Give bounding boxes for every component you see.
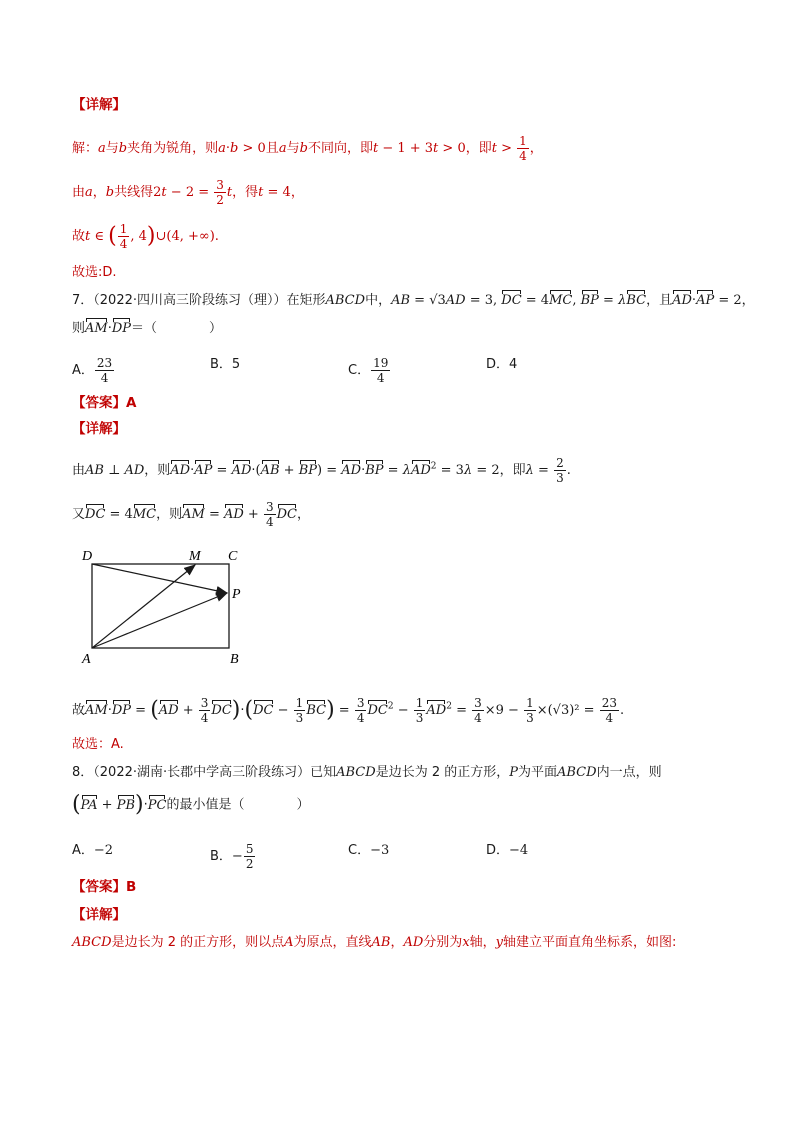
solution-line-1: 解：a与b夹角为锐角，则a·b > 0且a与b不同向，即t − 1 + 3t > 0，即t > $\frac{1}{4}$ ， bbox=[72, 134, 543, 163]
detail-label-7: 【详解】 bbox=[72, 421, 126, 437]
q7-solution-line-3: 故AM·DP = (AD + $\frac{3}{4}$ DC)·(DC − $\frac{1}{3}$ BC) = $\frac{3}{4}$ $DC^2$ − $\frac{1}{3}$ $AD^2$ = $\frac{3}{4}$ ×9 − $\frac{1}{3}$ ×(√3)² = $\frac{23}{4}$ . bbox=[72, 696, 625, 725]
q8-option-c[interactable]: C．−3 bbox=[348, 843, 390, 858]
solution-line-2: 由a，b共线得2t − 2 = $\frac{3}{2}$ t，得t = 4， bbox=[72, 178, 304, 207]
q8-option-a[interactable]: A．−2 bbox=[72, 843, 114, 858]
q8-stem-line-1: 8．（2022·湖南·长郡中学高三阶段练习）已知ABCD是边长为 2 的正方形，P为平面ABCD内一点，则 bbox=[72, 765, 662, 780]
vector-ap bbox=[92, 593, 227, 648]
label-m: M bbox=[189, 549, 201, 564]
q8-option-b[interactable]: B．− $\frac{5}{2}$ bbox=[210, 842, 254, 871]
q7-solution-line-1: 由AB ⊥ AD，则AD·AP = AD·(AB + BP) = AD·BP = λAD$^2$ = 3λ = 2，即λ = $\frac{2}{3}$ . bbox=[72, 456, 571, 485]
answer-label-8: 【答案】B bbox=[72, 879, 137, 895]
rectangle-abcd bbox=[92, 564, 229, 648]
q7-option-b[interactable]: B．5 bbox=[210, 357, 241, 372]
solution-line-3: 故t ∈ ( $\frac{1}{4}$ , 4)∪(4, +∞). bbox=[72, 222, 219, 251]
label-c: C bbox=[228, 549, 238, 564]
label-d: D bbox=[82, 549, 93, 564]
detail-label-1: 【详解】 bbox=[72, 97, 126, 113]
q7-option-c[interactable]: C． $\frac{19}{4}$ bbox=[348, 356, 389, 385]
q7-stem-line-2: 则AM·DP＝（ ） bbox=[72, 321, 223, 336]
vector-dp bbox=[92, 564, 227, 593]
q8-stem-line-2: (PA + PB)·PC的最小值是（ ） bbox=[72, 792, 310, 817]
vector-am bbox=[92, 565, 195, 648]
label-a: A bbox=[82, 652, 91, 667]
choice-prev: 故选:D. bbox=[72, 265, 117, 280]
answer-label-7: 【答案】A bbox=[72, 395, 137, 411]
rectangle-figure bbox=[70, 540, 260, 670]
q7-stem-line-1: 7．（2022·四川高三阶段练习（理））在矩形ABCD中，AB = √3AD = 3, DC = 4MC, BP = λBC，且AD·AP = 2， bbox=[72, 293, 755, 308]
label-b: B bbox=[230, 652, 239, 667]
detail-label-8: 【详解】 bbox=[72, 907, 126, 923]
q7-option-d[interactable]: D．4 bbox=[486, 357, 518, 372]
label-p: P bbox=[232, 587, 241, 602]
q7-solution-line-2: 又DC = 4MC，则AM = AD + $\frac{3}{4}$ DC， bbox=[72, 500, 310, 529]
choice-q7: 故选：A. bbox=[72, 737, 124, 752]
q8-option-d[interactable]: D．−4 bbox=[486, 843, 529, 858]
q7-option-a[interactable]: A． $\frac{23}{4}$ bbox=[72, 356, 113, 385]
q8-solution-line-1: ABCD是边长为 2 的正方形，则以点A为原点，直线AB，AD分别为x轴，y轴建立平面直角坐标系，如图: bbox=[72, 935, 677, 950]
